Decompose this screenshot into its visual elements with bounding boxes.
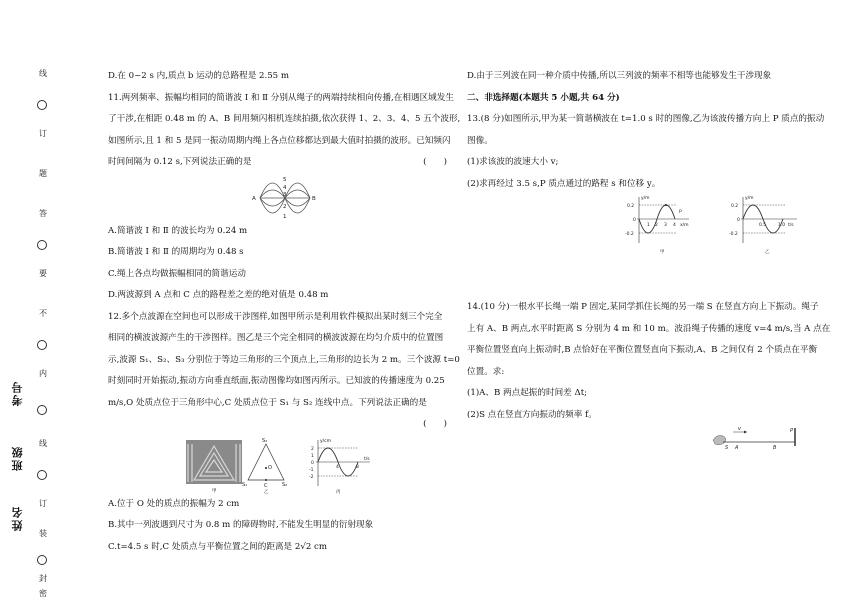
- interference-pattern-image: [186, 440, 242, 484]
- y-tick: 1: [311, 453, 314, 459]
- q13-figures: [467, 193, 817, 257]
- hand-icon: [713, 436, 726, 445]
- q12-option-a: A.位于 O 处的质点的振幅为 2 cm: [108, 498, 240, 509]
- margin-char: 封: [39, 574, 47, 583]
- binding-hole-icon: [37, 240, 47, 250]
- q14-rope-figure: [467, 422, 817, 458]
- x-tick: 2: [655, 223, 658, 228]
- s3-label: S₃: [262, 437, 268, 444]
- point-a-label: A: [252, 195, 256, 202]
- q14-stem-line: 上有 A、B 两点,水平时距离 S 分别为 4 m 和 10 m。波沿绳子传播的速度 v=4 m/s,当 A 点在: [467, 323, 831, 334]
- binding-hole-icon: [37, 470, 47, 480]
- s1-label: S₁: [242, 481, 248, 488]
- margin-char: 要: [39, 269, 47, 278]
- answer-paren: ( ): [423, 157, 447, 167]
- y-tick: 0: [633, 218, 636, 223]
- y-tick: -0.2: [625, 232, 634, 237]
- wave-label: 4: [283, 184, 287, 191]
- q14-stem-line: 14.(10 分)一根水平长绳一端 P 固定,某同学抓住长绳的另一端 S 在竖直方向上下振动。绳子: [467, 302, 819, 312]
- binding-hole-icon: [37, 100, 47, 110]
- y-tick: -0.2: [729, 232, 738, 237]
- answer-paren: ( ): [423, 419, 447, 429]
- y-axis-label: y/m: [641, 196, 650, 201]
- q14-sub-1: (1)A、B 两点起振的时间差 Δt;: [467, 388, 588, 398]
- caption-jia: 甲: [212, 488, 217, 494]
- q11-stem-line: 了干涉,在相距 0.48 m 的 A、B 间用频闪相机连续拍摄,依次获得 1、2、3、4、5 五个波形,: [108, 114, 461, 124]
- margin-char: 订: [39, 499, 47, 508]
- binding-hole-icon: [37, 405, 47, 415]
- margin-char: 装: [39, 529, 47, 538]
- q11-option-d: D.两波源到 A 点和 C 点的路程差之差的绝对值是 0.48 m: [108, 290, 329, 300]
- section-title: 二、非选择题(本题共 5 小题,共 64 分): [467, 92, 620, 103]
- caption-yi: 乙: [765, 250, 770, 255]
- caption-yi: 乙: [264, 489, 269, 494]
- y-tick: 0: [311, 460, 314, 466]
- q12-stem-line: 12.多个点波源在空间也可以形成干涉图样,如图甲所示是利用软件模拟出某时刻三个完全: [108, 311, 443, 322]
- left-column: [108, 66, 461, 558]
- binding-margin: [0, 0, 60, 608]
- x-axis-label: x/m: [680, 223, 689, 228]
- q11-wave-figure: [108, 174, 453, 222]
- answer-space: [467, 257, 817, 297]
- y-tick: 0.2: [731, 204, 739, 209]
- margin-char: 题: [39, 169, 47, 178]
- margin-char: 答: [39, 209, 47, 218]
- q12-stem-line: 相同的横波波源产生的干涉图样。图乙是三个完全相同的横波波源在均匀介质中的位置图: [108, 333, 444, 343]
- x-tick: 1.0: [778, 223, 786, 228]
- q12-option-c: C.t=4.5 s 时,C 处质点与平衡位置之间的距离是 2√2 cm: [108, 541, 327, 552]
- right-column: [467, 66, 831, 458]
- margin-char: 不: [39, 309, 47, 318]
- q13-stem-line: 图像。: [467, 135, 493, 146]
- y-tick: 0.2: [627, 204, 635, 209]
- exam-number-label: 考号: [11, 380, 24, 406]
- x-tick: 3: [664, 223, 667, 228]
- q11-option-a: A.简谐波 Ⅰ 和 Ⅱ 的波长均为 0.24 m: [108, 225, 248, 236]
- class-label: 班级: [11, 445, 24, 471]
- margin-char: 线: [39, 69, 47, 78]
- q12-figures: [108, 436, 453, 494]
- q11-stem-line: 如图所示,且 1 和 5 是同一振动周期内绳上各点位移都达到最大值时拍摄的波形。已知频闪: [108, 135, 451, 146]
- q12-stem-line: 时刻同时开始振动,振动方向垂直纸面,振动图像均如图丙所示。已知波的传播速度为 0.25: [108, 376, 445, 386]
- s-label: S: [725, 445, 729, 451]
- margin-char: 密: [39, 589, 47, 598]
- source-triangle: [248, 444, 284, 480]
- q12-stem-line: m/s,O 处质点位于三角形中心,C 处质点位于 S₁ 与 S₂ 连线中点。下列说法正确的是 ( ): [108, 393, 453, 415]
- b-label: B: [773, 445, 777, 451]
- wave-label: 5: [283, 176, 287, 183]
- q11-option-c: C.绳上各点均做振幅相同的简谐运动: [108, 268, 246, 279]
- x-axis-label: t/s: [364, 456, 370, 462]
- margin-char: 线: [39, 439, 47, 448]
- q11-stem-line: 11.两列频率、振幅均相同的简谐波 Ⅰ 和 Ⅱ 分别从绳子的两端持续相向传播,在相遇区域发生: [108, 92, 454, 103]
- wave-label: 3: [283, 191, 287, 198]
- y-tick: 0: [737, 218, 740, 223]
- margin-char: 订: [39, 129, 47, 138]
- binding-hole-icon: [37, 340, 47, 350]
- q13-sub-2: (2)求再经过 3.5 s,P 质点通过的路程 s 和位移 y。: [467, 178, 661, 189]
- q12-option-d: D.由于三列波在同一种介质中传播,所以三列波的频率不相等也能够发生干涉现象: [467, 71, 772, 81]
- margin-char: 内: [39, 369, 47, 378]
- name-label: 姓名: [11, 505, 24, 531]
- q13-sub-1: (1)求该波的波速大小 v;: [467, 157, 559, 167]
- x-tick: 4: [336, 464, 339, 470]
- y-axis-label: y/cm: [320, 438, 332, 444]
- p-label: P: [790, 428, 794, 434]
- y-tick: -2: [309, 474, 314, 480]
- y-tick: 2: [311, 446, 314, 452]
- q10-option-d: D.在 0~2 s 内,质点 b 运动的总路程是 2.55 m: [108, 71, 290, 81]
- q13-stem-line: 13.(8 分)如图所示,甲为某一简谐横波在 t=1.0 s 时的图像,乙为该波传播方向上 P 质点的振动: [467, 114, 825, 124]
- caption-bing: 丙: [336, 489, 341, 494]
- binding-hole-icon: [37, 555, 47, 565]
- point-b-label: B: [312, 195, 316, 202]
- c-label: C: [264, 482, 268, 489]
- x-tick: 8: [356, 464, 359, 470]
- x-tick: 0.5: [759, 223, 767, 228]
- wave-label: 2: [283, 203, 287, 210]
- x-axis-label: t/s: [788, 223, 794, 228]
- q14-stem-line: 位置。求:: [467, 366, 505, 377]
- o-label: O: [268, 464, 272, 471]
- a-label: A: [735, 445, 739, 451]
- y-axis-label: y/m: [745, 196, 754, 201]
- x-tick: 1: [647, 223, 650, 228]
- q11-stem-line: 时间间隔为 0.12 s,下列说法正确的是 ( ): [108, 152, 453, 174]
- caption-jia: 甲: [660, 250, 665, 255]
- q12-option-b: B.其中一列波遇到尺寸为 0.8 m 的障碍物时,不能发生明显的衍射现象: [108, 520, 374, 530]
- x-tick: 4: [673, 223, 676, 228]
- p-point-label: P: [679, 210, 682, 215]
- q14-sub-2: (2)S 点在竖直方向振动的频率 f。: [467, 409, 597, 420]
- y-tick: -1: [309, 467, 314, 473]
- q11-option-b: B.简谐波 Ⅰ 和 Ⅱ 的周期均为 0.48 s: [108, 247, 244, 257]
- s2-label: S₂: [282, 481, 288, 488]
- v-label: v: [738, 426, 741, 432]
- wave-label: 1: [283, 213, 287, 220]
- q14-stem-line: 平衡位置竖直向上振动时,B 点恰好在平衡位置竖直向下振动,A、B 之间仅有 2 个质点在平衡: [467, 345, 818, 355]
- q12-stem-line: 示,波源 S₁、S₂、S₃ 分别位于等边三角形的三个顶点上,三角形的边长为 2 m。三个波源 t=0: [108, 354, 460, 365]
